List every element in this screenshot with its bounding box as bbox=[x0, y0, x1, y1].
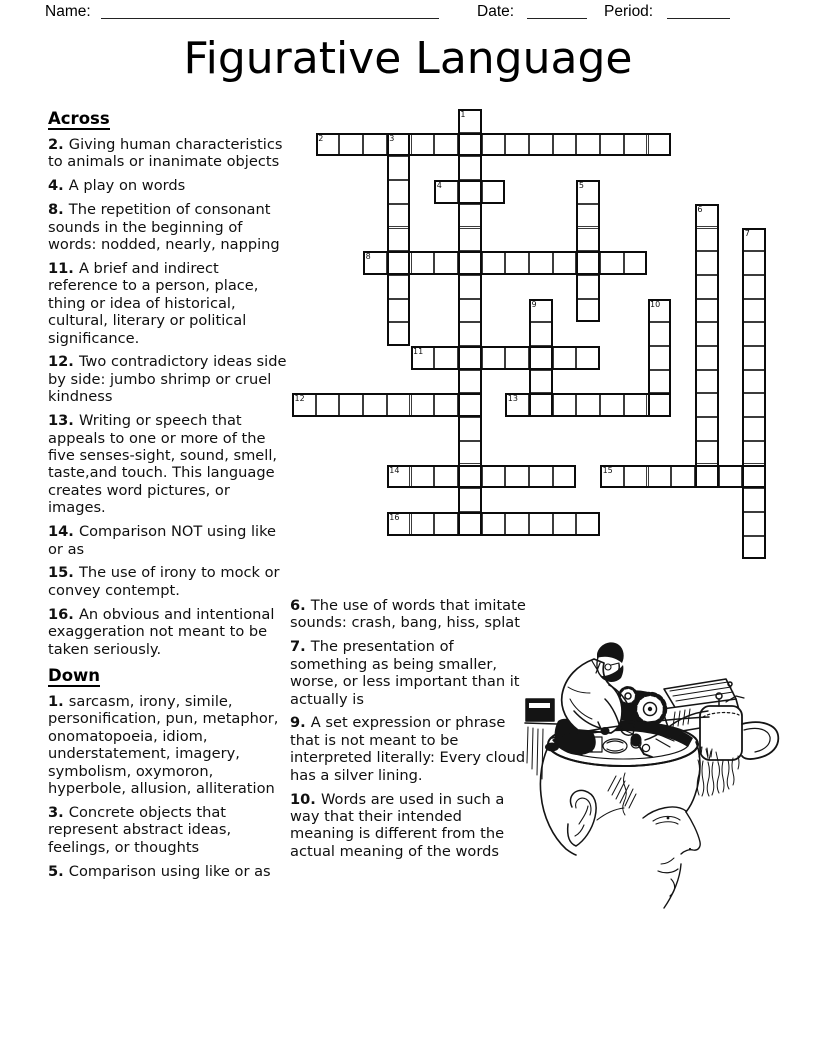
grid-cell-r5c17[interactable] bbox=[695, 228, 719, 252]
name-label: Name: bbox=[45, 3, 91, 20]
grid-cell-r5c7[interactable] bbox=[458, 228, 482, 252]
grid-cell-r12c2[interactable] bbox=[339, 393, 363, 417]
grid-cell-r12c9[interactable] bbox=[505, 393, 529, 417]
grid-cell-r15c18[interactable] bbox=[719, 465, 743, 489]
grid-cell-r1c14[interactable] bbox=[624, 133, 648, 157]
grid-cell-r14c7[interactable] bbox=[458, 441, 482, 465]
clue-text: The use of irony to mock or convey contempt. bbox=[48, 564, 280, 599]
across-heading: Across bbox=[48, 109, 110, 128]
grid-number-10: 10 bbox=[650, 299, 661, 309]
clue-text: The repetition of consonant sounds in the beginning of words: nodded, nearly, napping bbox=[48, 201, 280, 254]
grid-cell-r12c15[interactable] bbox=[648, 393, 672, 417]
grid-number-6: 6 bbox=[697, 204, 703, 214]
grid-cell-r16c19[interactable] bbox=[742, 488, 766, 512]
clue-text: A play on words bbox=[68, 177, 186, 195]
grid-cell-r9c10[interactable] bbox=[529, 322, 553, 346]
grid-cell-r6c4[interactable] bbox=[387, 251, 411, 275]
grid-cell-r3c6[interactable] bbox=[434, 180, 458, 204]
grid-cell-r12c4[interactable] bbox=[387, 393, 411, 417]
grid-cell-r6c8[interactable] bbox=[482, 251, 506, 275]
grid-cell-r9c4[interactable] bbox=[387, 322, 411, 346]
clue-text: An obvious and intentional exaggeration not meant to be taken seriously. bbox=[48, 605, 275, 658]
grid-cell-r10c10[interactable] bbox=[529, 346, 553, 370]
grid-cell-r7c19[interactable] bbox=[742, 275, 766, 299]
grid-cell-r17c7[interactable] bbox=[458, 512, 482, 536]
grid-cell-r2c4[interactable] bbox=[387, 156, 411, 180]
grid-cell-r10c6[interactable] bbox=[434, 346, 458, 370]
clue-number-label: 10. bbox=[290, 790, 321, 808]
grid-cell-r4c4[interactable] bbox=[387, 204, 411, 228]
grid-cell-r17c8[interactable] bbox=[482, 512, 506, 536]
clue-number-label: 7. bbox=[290, 638, 311, 656]
clue-12 bbox=[48, 353, 291, 405]
grid-cell-r6c5[interactable] bbox=[411, 251, 435, 275]
clue-16 bbox=[48, 606, 291, 658]
grid-number-2: 2 bbox=[318, 133, 324, 143]
grid-cell-r13c7[interactable] bbox=[458, 417, 482, 441]
grid-cell-r10c19[interactable] bbox=[742, 346, 766, 370]
clue-3 bbox=[48, 804, 291, 856]
clue-10 bbox=[290, 791, 528, 861]
grid-number-12: 12 bbox=[294, 394, 305, 404]
clue-text: The use of words that imitate sounds: crash, bang, hiss, splat bbox=[290, 597, 526, 632]
grid-cell-r4c17[interactable] bbox=[695, 204, 719, 228]
grid-number-3: 3 bbox=[389, 133, 395, 143]
grid-cell-r6c14[interactable] bbox=[624, 251, 648, 275]
grid-cell-r12c0[interactable] bbox=[292, 393, 316, 417]
grid-cell-r6c10[interactable] bbox=[529, 251, 553, 275]
grid-cell-r10c15[interactable] bbox=[648, 346, 672, 370]
grid-cell-r1c10[interactable] bbox=[529, 133, 553, 157]
across-clue-list bbox=[48, 136, 291, 658]
period-label: Period: bbox=[604, 3, 654, 20]
grid-cell-r17c10[interactable] bbox=[529, 512, 553, 536]
grid-cell-r3c7[interactable] bbox=[458, 180, 482, 204]
grid-cell-r14c17[interactable] bbox=[695, 441, 719, 465]
grid-cell-r15c15[interactable] bbox=[648, 465, 672, 489]
grid-cell-r15c8[interactable] bbox=[482, 465, 506, 489]
clue-text: A brief and indirect reference to a person, place, thing or idea of historical, cultural, literary or political significance. bbox=[48, 259, 259, 347]
grid-cell-r12c13[interactable] bbox=[600, 393, 624, 417]
clue-number-label: 4. bbox=[48, 177, 69, 195]
grid-cell-r12c1[interactable] bbox=[316, 393, 340, 417]
grid-cell-r0c7[interactable] bbox=[458, 109, 482, 133]
clue-number-label: 15. bbox=[48, 564, 79, 582]
grid-cell-r4c7[interactable] bbox=[458, 204, 482, 228]
grid-cell-r7c17[interactable] bbox=[695, 275, 719, 299]
grid-cell-r9c7[interactable] bbox=[458, 322, 482, 346]
crossword-grid[interactable] bbox=[292, 109, 768, 561]
clue-number-label: 2. bbox=[48, 136, 69, 153]
clue-number-label: 5. bbox=[48, 862, 69, 880]
clue-2 bbox=[48, 136, 291, 171]
grid-cell-r15c14[interactable] bbox=[624, 465, 648, 489]
clue-number-label: 8. bbox=[48, 201, 69, 219]
clue-text: Giving human characteristics to animals or inanimate objects bbox=[48, 136, 283, 171]
clue-text: Words are used in such a way that their intended meaning is different from the actual meaning of the words bbox=[290, 790, 505, 860]
grid-cell-r5c12[interactable] bbox=[576, 228, 600, 252]
clue-column-left bbox=[48, 109, 291, 887]
grid-cell-r10c12[interactable] bbox=[576, 346, 600, 370]
clue-number-label: 16. bbox=[48, 605, 79, 623]
grid-cell-r17c9[interactable] bbox=[505, 512, 529, 536]
down-clue-list-middle bbox=[290, 597, 528, 860]
clue-15 bbox=[48, 564, 291, 599]
grid-cell-r3c8[interactable] bbox=[482, 180, 506, 204]
grid-cell-r5c19[interactable] bbox=[742, 228, 766, 252]
clue-text: Writing or speech that appeals to one or more of the five senses-sight, sound, smell, taste,and touch. This language creates word pictures, or images. bbox=[48, 412, 278, 517]
clue-number-label: 14. bbox=[48, 523, 79, 541]
open-head-machinery-illustration bbox=[512, 627, 804, 913]
grid-cell-r1c11[interactable] bbox=[553, 133, 577, 157]
clue-number-label: 9. bbox=[290, 714, 311, 732]
grid-cell-r8c19[interactable] bbox=[742, 299, 766, 323]
grid-cell-r1c12[interactable] bbox=[576, 133, 600, 157]
clue-1 bbox=[48, 693, 291, 797]
grid-cell-r15c19[interactable] bbox=[742, 465, 766, 489]
grid-cell-r11c7[interactable] bbox=[458, 370, 482, 394]
name-blank-line[interactable] bbox=[101, 2, 439, 19]
grid-number-9: 9 bbox=[531, 299, 537, 309]
grid-cell-r6c7[interactable] bbox=[458, 251, 482, 275]
clue-5 bbox=[48, 863, 291, 880]
grid-cell-r17c5[interactable] bbox=[411, 512, 435, 536]
grid-cell-r15c11[interactable] bbox=[553, 465, 577, 489]
grid-cell-r10c8[interactable] bbox=[482, 346, 506, 370]
grid-cell-r1c3[interactable] bbox=[363, 133, 387, 157]
clue-text: The presentation of something as being smaller, worse, or less important than it actually is bbox=[290, 638, 520, 708]
grid-cell-r1c7[interactable] bbox=[458, 133, 482, 157]
grid-cell-r7c4[interactable] bbox=[387, 275, 411, 299]
grid-cell-r18c19[interactable] bbox=[742, 536, 766, 560]
grid-cell-r15c5[interactable] bbox=[411, 465, 435, 489]
clue-14 bbox=[48, 523, 291, 558]
grid-cell-r11c19[interactable] bbox=[742, 370, 766, 394]
clue-column-middle bbox=[290, 597, 528, 867]
grid-number-14: 14 bbox=[389, 465, 400, 475]
grid-cell-r15c17[interactable] bbox=[695, 465, 719, 489]
clue-text: sarcasm, irony, simile, personification, pun, metaphor, onomatopoeia, idiom, understatement, imagery, symbolism, oxymoron, hyperbole, allusion, alliteration bbox=[48, 692, 279, 797]
grid-cell-r10c5[interactable] bbox=[411, 346, 435, 370]
grid-cell-r1c5[interactable] bbox=[411, 133, 435, 157]
grid-cell-r15c9[interactable] bbox=[505, 465, 529, 489]
clue-13 bbox=[48, 412, 291, 516]
grid-number-4: 4 bbox=[436, 181, 442, 191]
grid-cell-r10c17[interactable] bbox=[695, 346, 719, 370]
grid-cell-r15c10[interactable] bbox=[529, 465, 553, 489]
clue-number-label: 6. bbox=[290, 597, 311, 614]
period-blank-line[interactable] bbox=[667, 2, 730, 19]
clue-number-label: 1. bbox=[48, 692, 69, 710]
grid-cell-r14c19[interactable] bbox=[742, 441, 766, 465]
grid-cell-r17c4[interactable] bbox=[387, 512, 411, 536]
down-heading: Down bbox=[48, 665, 101, 685]
grid-cell-r1c13[interactable] bbox=[600, 133, 624, 157]
grid-cell-r8c15[interactable] bbox=[648, 299, 672, 323]
grid-cell-r6c9[interactable] bbox=[505, 251, 529, 275]
grid-cell-r12c19[interactable] bbox=[742, 393, 766, 417]
grid-cell-r12c5[interactable] bbox=[411, 393, 435, 417]
grid-cell-r13c19[interactable] bbox=[742, 417, 766, 441]
grid-cell-r11c17[interactable] bbox=[695, 370, 719, 394]
grid-cell-r15c4[interactable] bbox=[387, 465, 411, 489]
grid-number-15: 15 bbox=[602, 465, 613, 475]
grid-cell-r12c3[interactable] bbox=[363, 393, 387, 417]
grid-cell-r1c1[interactable] bbox=[316, 133, 340, 157]
grid-cell-r6c11[interactable] bbox=[553, 251, 577, 275]
grid-cell-r12c6[interactable] bbox=[434, 393, 458, 417]
clue-8 bbox=[48, 201, 291, 253]
grid-cell-r6c3[interactable] bbox=[363, 251, 387, 275]
grid-cell-r1c4[interactable] bbox=[387, 133, 411, 157]
date-label: Date: bbox=[477, 3, 515, 20]
grid-cell-r12c7[interactable] bbox=[458, 393, 482, 417]
grid-cell-r7c7[interactable] bbox=[458, 275, 482, 299]
grid-cell-r15c16[interactable] bbox=[671, 465, 695, 489]
clue-text: Concrete objects that represent abstract ideas, feelings, or thoughts bbox=[48, 803, 232, 856]
clue-number-label: 12. bbox=[48, 353, 79, 371]
grid-cell-r12c10[interactable] bbox=[529, 393, 553, 417]
clue-number-label: 3. bbox=[48, 803, 69, 821]
grid-cell-r15c7[interactable] bbox=[458, 465, 482, 489]
grid-cell-r9c17[interactable] bbox=[695, 322, 719, 346]
clue-6 bbox=[290, 597, 528, 632]
grid-cell-r1c15[interactable] bbox=[648, 133, 672, 157]
grid-cell-r6c6[interactable] bbox=[434, 251, 458, 275]
grid-number-5: 5 bbox=[578, 181, 584, 191]
grid-cell-r12c17[interactable] bbox=[695, 393, 719, 417]
grid-cell-r2c7[interactable] bbox=[458, 156, 482, 180]
clue-7 bbox=[290, 638, 528, 708]
grid-cell-r6c17[interactable] bbox=[695, 251, 719, 275]
grid-cell-r5c4[interactable] bbox=[387, 228, 411, 252]
grid-cell-r8c4[interactable] bbox=[387, 299, 411, 323]
grid-cell-r8c12[interactable] bbox=[576, 299, 600, 323]
grid-cell-r1c9[interactable] bbox=[505, 133, 529, 157]
page-title: Figurative Language bbox=[183, 33, 633, 84]
grid-cell-r15c13[interactable] bbox=[600, 465, 624, 489]
grid-cell-r6c13[interactable] bbox=[600, 251, 624, 275]
grid-cell-r11c10[interactable] bbox=[529, 370, 553, 394]
grid-cell-r10c11[interactable] bbox=[553, 346, 577, 370]
clue-4 bbox=[48, 177, 291, 194]
clue-number-label: 11. bbox=[48, 259, 79, 277]
grid-cell-r3c4[interactable] bbox=[387, 180, 411, 204]
grid-cell-r9c15[interactable] bbox=[648, 322, 672, 346]
grid-cell-r9c19[interactable] bbox=[742, 322, 766, 346]
grid-cell-r11c15[interactable] bbox=[648, 370, 672, 394]
down-clue-list-left bbox=[48, 693, 291, 880]
clue-text: Comparison using like or as bbox=[68, 862, 271, 880]
grid-number-8: 8 bbox=[365, 252, 371, 262]
date-blank-line[interactable] bbox=[527, 2, 587, 19]
clue-text: Comparison NOT using like or as bbox=[48, 523, 276, 558]
grid-number-11: 11 bbox=[413, 347, 424, 356]
clue-text: Two contradictory ideas side by side: jumbo shrimp or cruel kindness bbox=[48, 353, 287, 406]
grid-cell-r4c12[interactable] bbox=[576, 204, 600, 228]
grid-cell-r1c6[interactable] bbox=[434, 133, 458, 157]
clue-11 bbox=[48, 260, 291, 347]
grid-cell-r17c11[interactable] bbox=[553, 512, 577, 536]
clue-text: A set expression or phrase that is not meant to be interpreted literally: Every cloud has a silver lining. bbox=[290, 714, 526, 784]
clue-9 bbox=[290, 714, 528, 784]
grid-number-13: 13 bbox=[507, 394, 518, 404]
grid-cell-r8c17[interactable] bbox=[695, 299, 719, 323]
grid-cell-r17c6[interactable] bbox=[434, 512, 458, 536]
grid-cell-r12c11[interactable] bbox=[553, 393, 577, 417]
grid-cell-r8c7[interactable] bbox=[458, 299, 482, 323]
grid-cell-r12c14[interactable] bbox=[624, 393, 648, 417]
grid-cell-r17c19[interactable] bbox=[742, 512, 766, 536]
grid-cell-r3c12[interactable] bbox=[576, 180, 600, 204]
grid-cell-r1c2[interactable] bbox=[339, 133, 363, 157]
grid-cell-r15c6[interactable] bbox=[434, 465, 458, 489]
grid-cell-r17c12[interactable] bbox=[576, 512, 600, 536]
clue-number-label: 13. bbox=[48, 412, 79, 430]
grid-cell-r13c17[interactable] bbox=[695, 417, 719, 441]
grid-cell-r7c12[interactable] bbox=[576, 275, 600, 299]
grid-cell-r12c12[interactable] bbox=[576, 393, 600, 417]
grid-cell-r6c12[interactable] bbox=[576, 251, 600, 275]
grid-number-1: 1 bbox=[460, 110, 466, 119]
grid-cell-r10c9[interactable] bbox=[505, 346, 529, 370]
grid-number-7: 7 bbox=[744, 228, 750, 238]
grid-cell-r6c19[interactable] bbox=[742, 251, 766, 275]
grid-cell-r8c10[interactable] bbox=[529, 299, 553, 323]
grid-cell-r16c7[interactable] bbox=[458, 488, 482, 512]
grid-cell-r1c8[interactable] bbox=[482, 133, 506, 157]
grid-number-16: 16 bbox=[389, 512, 400, 522]
grid-cell-r10c7[interactable] bbox=[458, 346, 482, 370]
